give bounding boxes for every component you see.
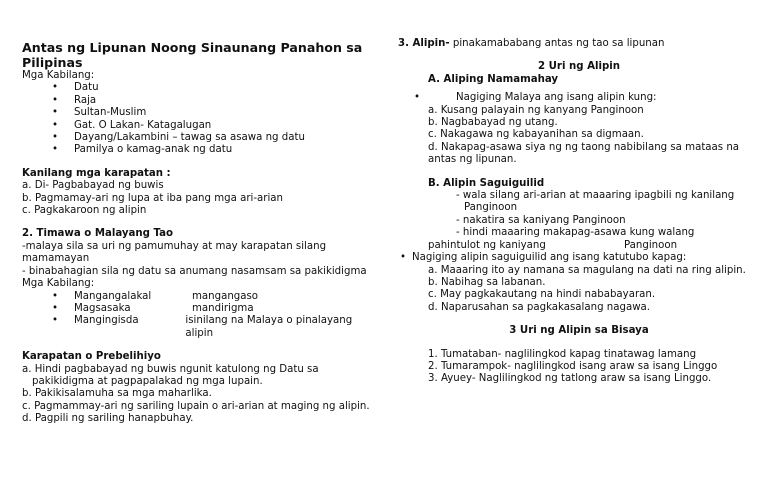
list-item: c. Pagmammay-ari ng sariling lupain o ari-arian at maging ng alipin. bbox=[22, 400, 370, 412]
list-item: b. Pakikisalamuha sa mga maharlika. bbox=[22, 388, 212, 400]
timawa-heading: 2. Timawa o Malayang Tao bbox=[22, 228, 173, 240]
list-item: d. Nakapag-asawa siya ng ng taong nabibilang sa mataas na antas ng lipunan. bbox=[428, 141, 740, 166]
timawa-kabilang-label: Mga Kabilang: bbox=[22, 278, 95, 290]
bullet-text: Nagiging Malaya ang isang alipin kung: bbox=[456, 92, 657, 104]
kabilang-label: Mga Kabilang: bbox=[22, 70, 95, 81]
alipin-line bbox=[398, 38, 760, 50]
karapatan-heading: Kanilang mga karapatan : bbox=[22, 167, 171, 179]
list-item bbox=[22, 315, 372, 340]
list-item bbox=[22, 291, 372, 303]
alipin-desc: pinakamababang antas ng tao sa lipunan bbox=[449, 38, 665, 49]
list-item: b. Nabihag sa labanan. bbox=[428, 276, 546, 288]
namamahay-heading: A. Aliping Namamahay bbox=[428, 73, 559, 85]
namamahay-bullet bbox=[398, 92, 760, 104]
list-item-b: mangangaso bbox=[192, 290, 259, 302]
list-item: b. Nagbabayad ng utang. bbox=[428, 117, 558, 129]
timawa-line: -malaya sila sa uri ng pamumuhay at may karapatan silang mamamayan bbox=[22, 240, 327, 265]
list-item: • Gat. O Lakan- Katagalugan bbox=[22, 120, 372, 132]
list-item: c. Nakagawa ng kabayanihan sa digmaan. bbox=[428, 129, 644, 141]
sag-dash-cont: Panginoon bbox=[464, 202, 518, 214]
prebelihiyo-heading: Karapatan o Prebelihiyo bbox=[22, 351, 161, 363]
list-item-a: • Magsasaka bbox=[74, 302, 131, 314]
list-item: 3. Ayuey- Naglilingkod ng tatlong araw sa isang Linggo. bbox=[428, 373, 712, 385]
list-item: b. Pagmamay-ari ng lupa at iba pang mga ari-arian bbox=[22, 192, 283, 204]
document-title: Antas ng Lipunan Noong Sinaunang Panahon sa Pilipinas bbox=[22, 40, 363, 70]
list-item: • Dayang/Lakambini – tawag sa asawa ng datu bbox=[22, 132, 372, 144]
list-item: 1. Tumataban- naglilingkod kapag tinatawag lamang bbox=[428, 348, 697, 360]
list-item: a. Hindi pagbabayad ng buwis ngunit katulong ng Datu sa bbox=[22, 363, 319, 375]
sag-pahintulot bbox=[398, 240, 760, 252]
timawa-line: - binabahagian sila ng datu sa anumang nasamsam sa pakikidigma bbox=[22, 265, 367, 277]
alipin-heading: 3. Alipin- bbox=[398, 38, 450, 49]
list-item: 2. Tumarampok- naglilingkod isang araw sa isang Linggo bbox=[428, 360, 718, 372]
bisaya-heading: 3 Uri ng Alipin sa Bisaya bbox=[509, 325, 649, 337]
list-item: a. Di- Pagbabayad ng buwis bbox=[22, 180, 164, 192]
list-item-b: isinilang na Malaya o pinalayang alipin bbox=[185, 315, 353, 339]
saguiguilid-heading: B. Alipin Saguiguilid bbox=[428, 177, 545, 189]
list-item-a: • Mangangalakal bbox=[74, 290, 152, 302]
list-item: d. Pagpili ng sariling hanapbuhay. bbox=[22, 413, 194, 425]
bullet-text: Nagiging alipin saguiguilid ang isang katutubo kapag: bbox=[412, 252, 687, 264]
left-column bbox=[22, 40, 372, 426]
list-item: d. Naparusahan sa pagkakasalang nagawa. bbox=[428, 301, 651, 313]
list-item-a: • Mangingisda bbox=[74, 315, 139, 327]
list-item bbox=[22, 303, 372, 315]
sag-bullet bbox=[398, 252, 760, 264]
sag-dash: - wala silang ari-arian at maaaring ipagbili ng kanilang bbox=[456, 190, 735, 202]
list-item: • Sultan-Muslim bbox=[22, 107, 372, 119]
uri-heading: 2 Uri ng Alipin bbox=[538, 61, 620, 73]
list-item: a. Maaaring ito ay namana sa magulang na dati na ring alipin. bbox=[428, 264, 746, 276]
pahintulot-b: Panginoon bbox=[624, 239, 678, 251]
list-item-b: mandirigma bbox=[192, 302, 254, 314]
list-item: • Raja bbox=[22, 95, 372, 107]
list-item: c. May pagkakautang na hindi nababayaran. bbox=[428, 289, 656, 301]
timawa-kabilang-list bbox=[22, 291, 372, 341]
list-item: • Pamilya o kamag-anak ng datu bbox=[22, 144, 372, 156]
list-item: c. Pagkakaroon ng alipin bbox=[22, 205, 147, 217]
sag-dash: - hindi maaaring makapag-asawa kung walang bbox=[456, 227, 695, 239]
right-column bbox=[398, 38, 760, 386]
list-item: • Datu bbox=[22, 82, 372, 94]
list-item: pakikidigma at pagpapalakad ng mga lupain. bbox=[32, 375, 263, 387]
kabilang-list bbox=[22, 82, 372, 156]
pahintulot-a: pahintulot ng kaniyang bbox=[428, 239, 546, 251]
sag-dash: - nakatira sa kaniyang Panginoon bbox=[456, 214, 626, 226]
list-item: a. Kusang palayain ng kanyang Panginoon bbox=[428, 104, 644, 116]
